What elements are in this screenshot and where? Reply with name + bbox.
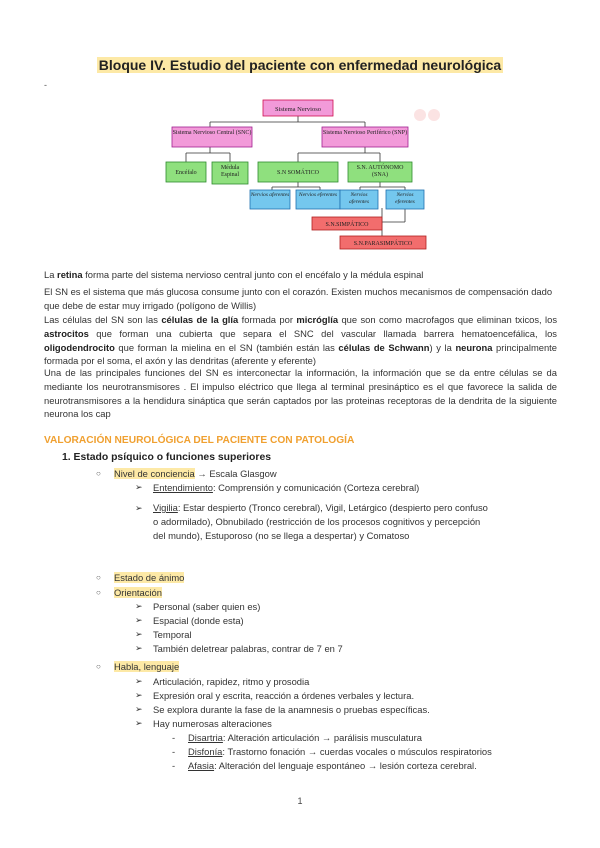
page-number: 1 — [297, 796, 303, 806]
numbered-heading: 1. Estado psíquico o funciones superiores — [62, 452, 272, 463]
habla-item: Se explora durante la fase de la anamnesis o pruebas específicas. — [153, 704, 430, 715]
orient-item: Personal (saber quien es) — [153, 601, 261, 612]
label-simpatico: S.N.SIMPÁTICO — [325, 222, 369, 228]
arrow-bullet: ➢ — [135, 629, 143, 639]
item-entendimiento: Entendimiento: Comprensión y comunicación (Corteza cerebral) — [153, 482, 420, 493]
label-eferentes-somatico: Nervios eferentes — [298, 192, 338, 198]
orient-item: Espacial (donde esta) — [153, 615, 244, 626]
stray-dash: - — [44, 80, 47, 90]
arrow-bullet: ➢ — [135, 503, 143, 513]
label-somatico: S.N SOMÁTICO — [276, 170, 320, 176]
habla-item: Expresión oral y escrita, reacción a órdenes verbales y lectura. — [153, 690, 415, 701]
item-estado-animo: Estado de ánimo — [114, 572, 185, 583]
item-vigilia-line3: del mundo), Estuporoso (no se llega a despertar) y Comatoso — [153, 530, 410, 541]
label-parasimpatico: S.N.PARASIMPÁTICO — [353, 241, 413, 247]
alteracion-item: Disfonía: Trastorno fonación → cuerdas vocales o músculos respiratorios — [188, 746, 492, 757]
item-nivel-conciencia: Nivel de conciencia → Escala Glasgow — [114, 468, 277, 479]
orient-item: También deletrear palabras, contrar de 7 en 7 — [153, 643, 343, 654]
label-aferentes-autonomo: Nervios aferentes — [349, 192, 369, 205]
label-medula: Médula Espinal — [220, 165, 240, 178]
paragraph-funciones: Una de las principales funciones del SN es interconectar la información, la información que se da entre células se da mediante los neurotransmisores . El impulso eléctrico que llega al terminal presináptico es el que favorece la salida de neurotransmisores a la hendidura sináptica que serán captados por las proteinas receptoras de la dendrita de la siguiente neurona los cap — [44, 367, 557, 420]
circle-bullet: ○ — [96, 662, 101, 671]
circle-bullet: ○ — [96, 588, 101, 597]
dash-bullet: - — [172, 760, 176, 771]
arrow-bullet: ➢ — [135, 690, 143, 700]
arrow-bullet: ➢ — [135, 704, 143, 714]
arrow-bullet: ➢ — [135, 615, 143, 625]
label-snc: Sistema Nervioso Central (SNC) — [172, 130, 252, 136]
dash-bullet: - — [172, 732, 176, 743]
arrow-bullet: ➢ — [135, 482, 143, 492]
alteracion-item: Disartria: Alteración articulación → parálisis musculatura — [188, 732, 422, 743]
item-habla: Habla, lenguaje — [114, 661, 180, 672]
paragraph-glucosa: El SN es el sistema que más glucosa consume junto con el corazón. Existen muchos mecanismos de compensación dado que debe de estar muy irrigado (polígono de Willis) — [44, 286, 553, 311]
alteracion-item: Afasia: Alteración del lenguaje espontáneo → lesión corteza cerebral. — [188, 760, 477, 771]
watermark-dot — [414, 109, 426, 121]
label-sistema-nervioso: Sistema Nervioso — [274, 106, 322, 113]
paragraph-retina: La retina forma parte del sistema nervioso central junto con el encéfalo y la médula espinal — [44, 269, 424, 280]
paragraph-celulas: Las células del SN son las células de la glía formada por micróglía que son como macrofagos que eliminan txicos, los astrocitos que forman una cubierta que separa el SNC del vascular llamada barrera hematoencefálica, los oligodendrocito que forman la mielina en el SN (también están las células de Schwann) y la neurona principalmente formada por el soma, el axón y las dendritas (aferente y eferente) — [44, 314, 558, 367]
nervous-system-diagram — [150, 90, 450, 260]
item-vigilia-line2: o adormilado), Obnubilado (restricción de los procesos cognitivos y percepción — [153, 516, 481, 527]
circle-bullet: ○ — [96, 469, 101, 478]
arrow-bullet: ➢ — [135, 643, 143, 653]
item-orientacion: Orientación — [114, 587, 162, 598]
arrow-bullet: ➢ — [135, 601, 143, 611]
item-vigilia: Vigilia: Estar despierto (Tronco cerebral), Vigil, Letárgico (despierto pero confuso — [153, 502, 488, 513]
circle-bullet: ○ — [96, 573, 101, 582]
document-title: Bloque IV. Estudio del paciente con enfermedad neurológica — [98, 57, 502, 73]
label-autonomo: S.N. AUTÓNOMO (SNA) — [356, 165, 404, 178]
habla-item: Articulación, rapidez, ritmo y prosodia — [153, 676, 310, 687]
section-heading: VALORACIÓN NEUROLÓGICA DEL PACIENTE CON PATOLOGÍA — [44, 435, 355, 446]
habla-item: Hay numerosas alteraciones — [153, 718, 272, 729]
watermark-dot — [428, 109, 440, 121]
orient-item: Temporal — [153, 629, 192, 640]
label-aferentes-somatico: Nervios aferentes — [250, 192, 290, 198]
arrow-bullet: ➢ — [135, 718, 143, 728]
label-encefalo: Encéfalo — [175, 170, 197, 176]
label-eferentes-autonomo: Nervios eferentes — [395, 192, 415, 205]
label-snp: Sistema Nervioso Periférico (SNP) — [322, 130, 408, 136]
dash-bullet: - — [172, 746, 176, 757]
arrow-bullet: ➢ — [135, 676, 143, 686]
